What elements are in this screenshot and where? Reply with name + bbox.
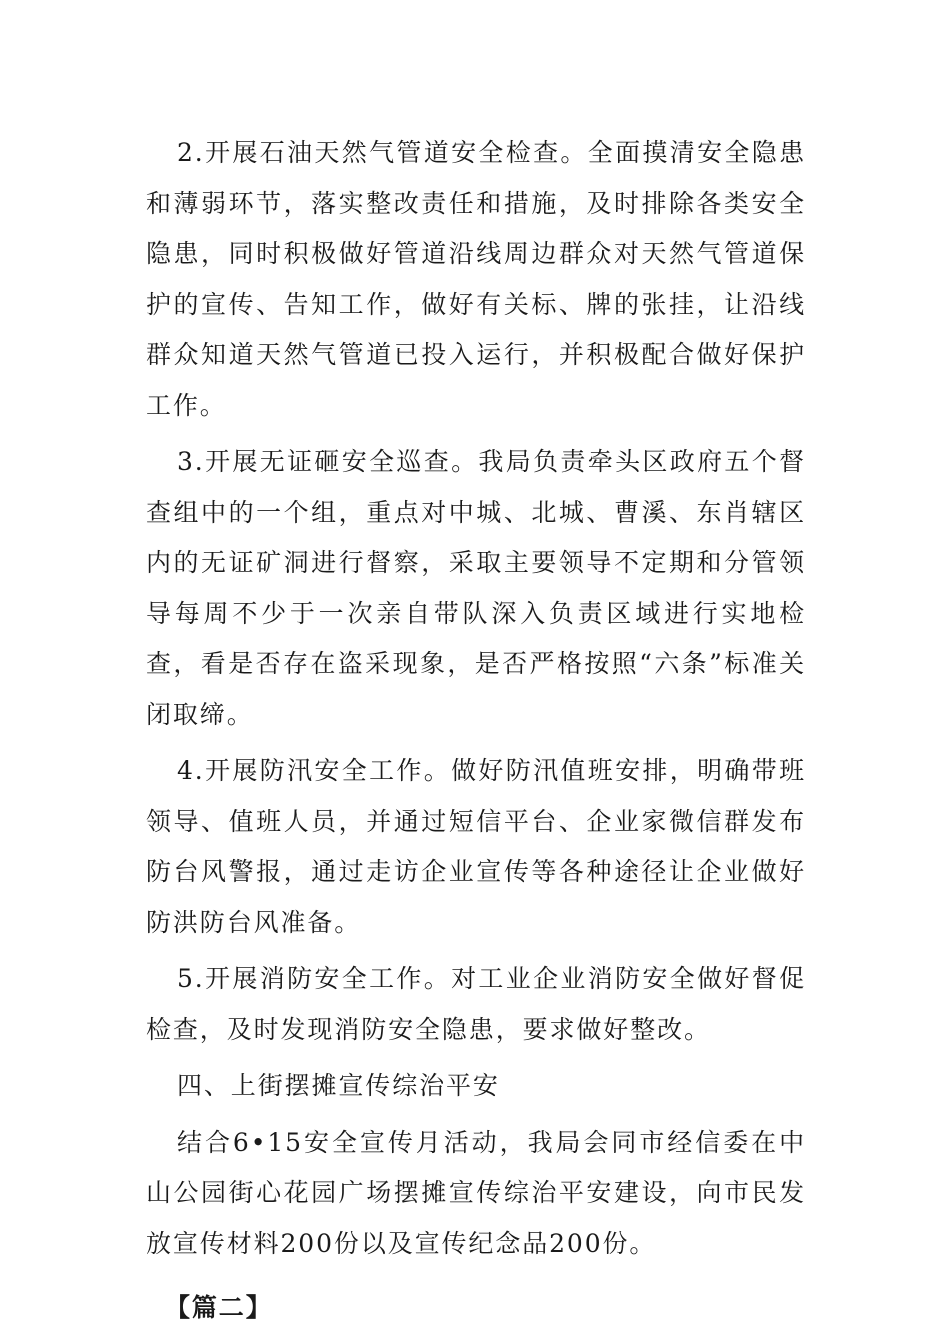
paragraph-mine-patrol: 3.开展无证砸安全巡查。我局负责牵头区政府五个督查组中的一个组，重点对中城、北城、曹溪、东肖辖区内的无证矿洞进行督察，采取主要领导不定期和分管领导每周不少于一次亲自带队深入负责区域进行实地检查，看是否存在盗采现象，是否严格按照“六条”标准关闭取缔。 (146, 447, 806, 729)
part-label: 【篇二】 (165, 1293, 273, 1322)
section-heading: 四、上街摆摊宣传综治平安 (177, 1071, 500, 1100)
paragraph-street-publicity: 结合6•15安全宣传月活动，我局会同市经信委在中山公园街心花园广场摆摊宣传综治平安建设，向市民发放宣传材料200份以及宣传纪念品200份。 (146, 1127, 806, 1258)
paragraph-fire-safety: 5.开展消防安全工作。对工业企业消防安全做好督促检查，及时发现消防安全隐患，要求做好整改。 (146, 964, 806, 1044)
document-body (146, 128, 806, 1334)
paragraph-pipeline-inspection: 2.开展石油天然气管道安全检查。全面摸清安全隐患和薄弱环节，落实整改责任和措施，及时排除各类安全隐患，同时积极做好管道沿线周边群众对天然气管道保护的宣传、告知工作，做好有关标、牌的张挂，让沿线群众知道天然气管道已投入运行，并积极配合做好保护工作。 (146, 138, 806, 420)
paragraph-flood-prevention: 4.开展防汛安全工作。做好防汛值班安排，明确带班领导、值班人员，并通过短信平台、企业家微信群发布防台风警报，通过走访企业宣传等各种途径让企业做好防洪防台风准备。 (146, 756, 806, 937)
